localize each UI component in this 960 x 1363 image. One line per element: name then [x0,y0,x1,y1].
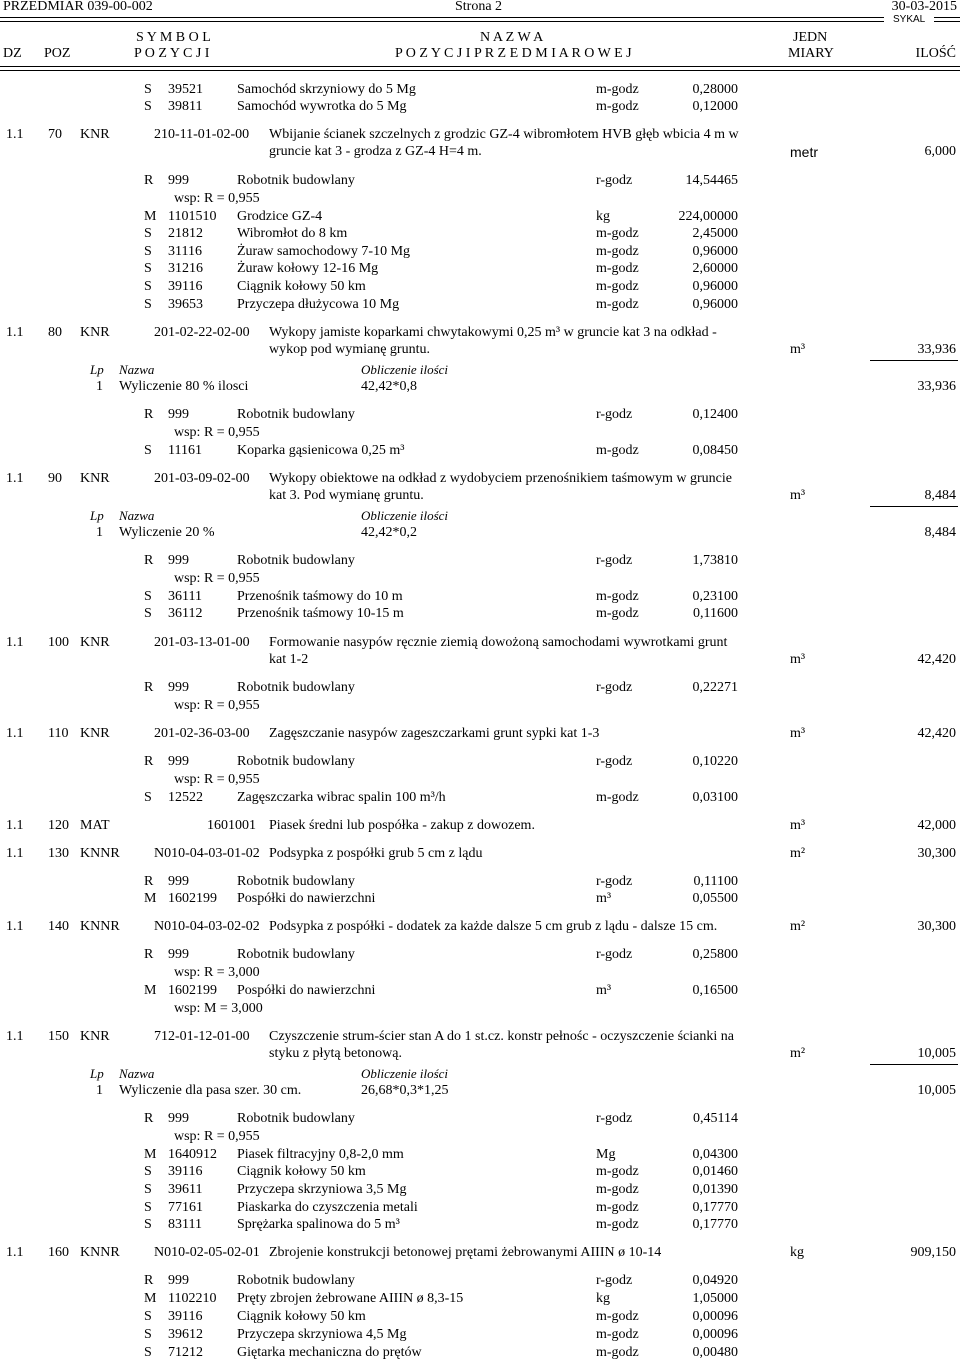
position-base: KNR [80,635,110,650]
resource-code: 1602199 [168,891,217,906]
resource-type: S [144,1327,152,1342]
measure-result: 10,005 [917,1083,956,1098]
resource-code: 39116 [168,279,203,294]
position-quantity-rule [870,360,958,361]
position-unit: m² [790,1046,806,1061]
position-number: 150 [48,1029,69,1044]
resource-code: 1101510 [168,209,217,224]
resource-code: 999 [168,553,189,568]
resource-unit: m-godz [596,244,639,259]
resource-name: Robotnik budowlany [237,1111,355,1126]
resource-name: Zagęszczarka wibrac spalin 100 m³/h [237,790,446,805]
header-rule-right [934,17,960,22]
position-symbol: N010-04-03-02-02 [154,919,260,934]
position-dz: 1.1 [6,919,24,934]
resource-value: 0,04920 [692,1273,738,1288]
resource-name: Koparka gąsienicowa 0,25 m³ [237,443,405,458]
resource-name: Sprężarka spalinowa do 5 m³ [237,1217,400,1232]
resource-name: Przenośnik taśmowy do 10 m [237,589,403,604]
position-unit: m³ [790,342,806,357]
resource-type: M [144,1291,157,1306]
resource-code: 11161 [168,443,202,458]
resource-type: S [144,1164,152,1179]
position-number: 110 [48,726,69,741]
resource-value: 0,45114 [693,1111,738,1126]
measure-header-calc: Obliczenie ilości [361,508,449,523]
position-quantity: 33,936 [917,342,956,357]
resource-type: R [144,1111,154,1126]
col-header-ilosc: ILOŚĆ [915,46,956,61]
resource-code: 1640912 [168,1147,217,1162]
position-description: styku z płytą betonową. [269,1046,402,1061]
resource-unit: r-godz [596,1111,633,1126]
resource-value: 0,01390 [692,1182,738,1197]
resource-name: Samochód wywrotka do 5 Mg [237,99,407,114]
resource-unit: m-godz [596,1217,639,1232]
resource-name: Giętarka mechaniczna do prętów [237,1345,422,1360]
resource-value: 2,45000 [692,226,738,241]
page-number: Strona 2 [455,0,503,14]
sykal-label: SYKAL [893,14,926,25]
position-symbol: 712-01-12-01-00 [154,1029,250,1044]
position-dz: 1.1 [6,635,24,650]
measure-header-nazwa: Nazwa [119,508,155,523]
position-quantity: 10,005 [917,1046,956,1061]
position-dz: 1.1 [6,1245,24,1260]
measure-header-lp: Lp [90,1066,104,1081]
resource-value: 0,08450 [692,443,738,458]
document-date: 30-03-2015 [891,0,957,14]
resource-name: Robotnik budowlany [237,553,355,568]
resource-unit: r-godz [596,874,633,889]
position-quantity: 42,000 [917,818,956,833]
resource-code: 999 [168,874,189,889]
resource-name: Robotnik budowlany [237,947,355,962]
resource-code: 39811 [168,99,203,114]
resource-unit: kg [596,1291,610,1306]
position-unit: m³ [790,652,806,667]
resource-name: Ciągnik kołowy 50 km [237,279,366,294]
resource-name: Pospółki do nawierzchni [237,891,376,906]
resource-type: S [144,1309,152,1324]
resource-value: 224,00000 [678,209,738,224]
resource-unit: r-godz [596,680,633,695]
resource-value: 0,23100 [692,589,738,604]
position-description: kat 3. Pod wymianę gruntu. [269,488,424,503]
resource-type: S [144,790,152,805]
resource-name: Piasek filtracyjny 0,8-2,0 mm [237,1147,404,1162]
col-header-nazwa-1: N A Z W A [480,30,544,45]
position-description: Podsypka z pospółki - dodatek za każde dalsze 5 cm grub z lądu - dalsze 15 cm. [269,919,718,934]
resource-value: 0,04300 [692,1147,738,1162]
resource-value: 1,73810 [692,553,738,568]
position-quantity: 42,420 [917,652,956,667]
resource-type: S [144,589,152,604]
resource-code: 36111 [168,589,202,604]
position-description: Formowanie nasypów ręcznie ziemią dowożoną samochodami wywrotkami grunt [269,635,728,650]
resource-name: Robotnik budowlany [237,173,355,188]
resource-name: Samochód skrzyniowy do 5 Mg [237,82,416,97]
position-quantity: 909,150 [910,1245,956,1260]
resource-coefficient: wsp: R = 0,955 [174,698,260,713]
resource-name: Żuraw samochodowy 7-10 Mg [237,244,411,259]
resource-type: S [144,82,152,97]
resource-code: 36112 [168,606,203,621]
measure-header-calc: Obliczenie ilości [361,1066,449,1081]
resource-code: 999 [168,947,189,962]
resource-code: 39612 [168,1327,203,1342]
position-symbol: 201-03-13-01-00 [154,635,250,650]
resource-name: Pręty zbrojen żebrowane AIIIN ø 8,3-15 [237,1291,464,1306]
resource-value: 0,10220 [692,754,738,769]
resource-unit: m-godz [596,589,639,604]
position-description: Piasek średni lub pospółka - zakup z dowozem. [269,818,535,833]
resource-unit: m-godz [596,99,639,114]
resource-value: 0,28000 [692,82,738,97]
col-header-jedn-1: JEDN [793,30,828,45]
resource-code: 12522 [168,790,203,805]
resource-code: 999 [168,1273,189,1288]
resource-code: 39116 [168,1164,203,1179]
resource-value: 0,00480 [692,1345,738,1360]
position-base: MAT [80,818,110,833]
resource-name: Wibromłot do 8 km [237,226,348,241]
position-description: kat 1-2 [269,652,309,667]
resource-unit: m-godz [596,1345,639,1360]
resource-code: 83111 [168,1217,202,1232]
resource-type: S [144,1217,152,1232]
col-header-symbol-2: P O Z Y C J I [134,46,210,61]
resource-name: Ciągnik kołowy 50 km [237,1164,366,1179]
measure-expression: 26,68*0,3*1,25 [361,1083,449,1098]
position-quantity-rule [870,1064,958,1065]
resource-unit: m-godz [596,261,639,276]
position-description: gruncie kat 3 - grodza z GZ-4 H=4 m. [269,144,482,159]
position-quantity: 30,300 [917,846,956,861]
resource-name: Przyczepa dłużycowa 10 Mg [237,297,400,312]
position-symbol: 1601001 [207,818,256,833]
position-dz: 1.1 [6,127,24,142]
resource-unit: kg [596,209,610,224]
position-symbol: 201-02-22-02-00 [154,325,250,340]
position-description: Podsypka z pospółki grub 5 cm z lądu [269,846,483,861]
position-number: 140 [48,919,69,934]
position-description: Zbrojenie konstrukcji betonowej prętami żebrowanymi AIIIN ø 10-14 [269,1245,662,1260]
position-description: Wbijanie ścianek szczelnych z grodzic GZ-4 wibromłotem HVB głęb wbicia 4 m w [269,127,739,142]
resource-type: R [144,874,154,889]
resource-unit: m-godz [596,279,639,294]
col-header-nazwa-2: P O Z Y C J I P R Z E D M I A R O W E J [395,46,632,61]
measure-lp: 1 [96,525,103,540]
resource-unit: Mg [596,1147,616,1162]
position-dz: 1.1 [6,1029,24,1044]
position-dz: 1.1 [6,726,24,741]
position-symbol: 201-02-36-03-00 [154,726,250,741]
measure-name: Wyliczenie dla pasa szer. 30 cm. [119,1083,302,1098]
position-quantity: 30,300 [917,919,956,934]
resource-coefficient: wsp: R = 3,000 [174,965,260,980]
resource-unit: m³ [596,983,612,998]
position-unit: m² [790,846,806,861]
resource-coefficient: wsp: R = 0,955 [174,425,260,440]
position-description: Wykopy jamiste koparkami chwytakowymi 0,25 m³ w gruncie kat 3 na odkład - [269,325,717,340]
resource-code: 999 [168,1111,189,1126]
resource-unit: m-godz [596,606,639,621]
resource-value: 0,16500 [692,983,738,998]
resource-value: 0,96000 [692,244,738,259]
measure-name: Wyliczenie 80 % ilosci [119,379,249,394]
resource-code: 39653 [168,297,203,312]
position-quantity: 6,000 [924,144,956,159]
position-unit: m³ [790,818,806,833]
resource-code: 31116 [168,244,202,259]
resource-type: S [144,297,152,312]
header-bottom-rule [0,66,960,71]
position-base: KNR [80,1029,110,1044]
resource-unit: m-godz [596,297,639,312]
resource-unit: m-godz [596,82,639,97]
measure-header-nazwa: Nazwa [119,362,155,377]
position-base: KNNR [80,846,120,861]
resource-value: 1,05000 [692,1291,738,1306]
position-unit: m³ [790,726,806,741]
resource-coefficient: wsp: R = 0,955 [174,571,260,586]
measure-header-nazwa: Nazwa [119,1066,155,1081]
resource-code: 1602199 [168,983,217,998]
position-unit: kg [790,1245,804,1260]
resource-coefficient: wsp: M = 3,000 [174,1001,263,1016]
resource-value: 0,17770 [692,1200,738,1215]
position-quantity: 8,484 [924,488,956,503]
position-number: 130 [48,846,69,861]
resource-type: R [144,754,154,769]
resource-unit: m-godz [596,443,639,458]
resource-type: R [144,173,154,188]
measure-result: 8,484 [924,525,956,540]
resource-name: Przyczepa skrzyniowa 4,5 Mg [237,1327,407,1342]
resource-name: Robotnik budowlany [237,754,355,769]
measure-lp: 1 [96,1083,103,1098]
resource-unit: r-godz [596,173,633,188]
resource-value: 0,00096 [692,1327,738,1342]
position-base: KNR [80,726,110,741]
position-quantity-rule [870,506,958,507]
resource-code: 21812 [168,226,203,241]
resource-type: R [144,553,154,568]
resource-code: 39611 [168,1182,203,1197]
resource-type: R [144,680,154,695]
resource-code: 77161 [168,1200,203,1215]
resource-name: Robotnik budowlany [237,1273,355,1288]
resource-type: S [144,226,152,241]
position-dz: 1.1 [6,325,24,340]
resource-value: 0,96000 [692,297,738,312]
resource-type: S [144,279,152,294]
resource-type: R [144,947,154,962]
resource-unit: r-godz [596,754,633,769]
measure-name: Wyliczenie 20 % [119,525,215,540]
resource-value: 0,25800 [692,947,738,962]
resource-name: Pospółki do nawierzchni [237,983,376,998]
resource-type: S [144,1345,152,1360]
resource-type: R [144,407,154,422]
resource-code: 39116 [168,1309,203,1324]
resource-unit: m-godz [596,1327,639,1342]
position-number: 90 [48,471,62,486]
position-unit: m² [790,919,806,934]
resource-type: S [144,1182,152,1197]
resource-type: M [144,1147,157,1162]
measure-result: 33,936 [917,379,956,394]
resource-value: 0,11600 [693,606,738,621]
position-base: KNR [80,127,110,142]
position-unit: metr [790,144,818,160]
resource-type: S [144,244,152,259]
resource-value: 0,12400 [692,407,738,422]
resource-type: S [144,443,152,458]
position-number: 100 [48,635,69,650]
position-description: Czyszczenie strum-ścier stan A do 1 st.cz. konstr pełnośc - oczyszczenie ścianki na [269,1029,734,1044]
resource-type: S [144,606,152,621]
position-description: Zagęszczanie nasypów zageszczarkami grunt sypki kat 1-3 [269,726,600,741]
measure-header-lp: Lp [90,508,104,523]
resource-unit: m-godz [596,1200,639,1215]
position-symbol: N010-02-05-02-01 [154,1245,260,1260]
resource-name: Robotnik budowlany [237,874,355,889]
position-base: KNNR [80,1245,120,1260]
resource-name: Robotnik budowlany [237,407,355,422]
resource-unit: r-godz [596,947,633,962]
header-rule-left [0,17,884,22]
resource-code: 1102210 [168,1291,217,1306]
position-base: KNNR [80,919,120,934]
resource-coefficient: wsp: R = 0,955 [174,1129,260,1144]
measure-expression: 42,42*0,8 [361,379,417,394]
position-number: 120 [48,818,69,833]
position-symbol: N010-04-03-01-02 [154,846,260,861]
resource-code: 31216 [168,261,203,276]
resource-unit: m-godz [596,1182,639,1197]
position-number: 80 [48,325,62,340]
resource-coefficient: wsp: R = 0,955 [174,772,260,787]
resource-name: Robotnik budowlany [237,680,355,695]
resource-code: 999 [168,173,189,188]
resource-coefficient: wsp: R = 0,955 [174,191,260,206]
col-header-jedn-2: MIARY [788,46,834,61]
resource-name: Żuraw kołowy 12-16 Mg [237,261,379,276]
position-quantity: 42,420 [917,726,956,741]
measure-lp: 1 [96,379,103,394]
position-dz: 1.1 [6,818,24,833]
resource-value: 0,00096 [692,1309,738,1324]
resource-unit: r-godz [596,407,633,422]
resource-value: 0,11100 [693,874,738,889]
resource-unit: m-godz [596,1164,639,1179]
resource-type: M [144,983,157,998]
resource-unit: r-godz [596,553,633,568]
resource-unit: m³ [596,891,612,906]
position-dz: 1.1 [6,846,24,861]
resource-type: S [144,99,152,114]
resource-type: S [144,1200,152,1215]
document-title: PRZEDMIAR 039-00-002 [3,0,153,14]
resource-type: R [144,1273,154,1288]
resource-value: 0,17770 [692,1217,738,1232]
resource-name: Grodzice GZ-4 [237,209,323,224]
resource-type: M [144,891,157,906]
position-symbol: 210-11-01-02-00 [154,127,250,142]
resource-code: 71212 [168,1345,203,1360]
position-description: wykop pod wymianę gruntu. [269,342,430,357]
position-dz: 1.1 [6,471,24,486]
col-header-dz: DZ [3,46,22,61]
position-symbol: 201-03-09-02-00 [154,471,250,486]
position-number: 70 [48,127,62,142]
resource-name: Piaskarka do czyszczenia metali [237,1200,418,1215]
position-base: KNR [80,325,110,340]
resource-name: Ciągnik kołowy 50 km [237,1309,366,1324]
resource-code: 39521 [168,82,203,97]
resource-unit: m-godz [596,226,639,241]
measure-header-calc: Obliczenie ilości [361,362,449,377]
resource-value: 0,01460 [692,1164,738,1179]
position-number: 160 [48,1245,69,1260]
resource-value: 0,22271 [692,680,738,695]
col-header-symbol-1: S Y M B O L [136,30,211,45]
resource-unit: r-godz [596,1273,633,1288]
resource-code: 999 [168,680,189,695]
resource-value: 0,96000 [692,279,738,294]
resource-value: 0,05500 [692,891,738,906]
position-base: KNR [80,471,110,486]
resource-value: 0,03100 [692,790,738,805]
resource-unit: m-godz [596,1309,639,1324]
measure-header-lp: Lp [90,362,104,377]
resource-name: Przyczepa skrzyniowa 3,5 Mg [237,1182,407,1197]
resource-value: 0,12000 [692,99,738,114]
resource-type: S [144,261,152,276]
position-description: Wykopy obiektowe na odkład z wydobyciem przenośnikiem taśmowym w gruncie [269,471,732,486]
col-header-poz: POZ [44,46,71,61]
measure-expression: 42,42*0,2 [361,525,417,540]
resource-code: 999 [168,407,189,422]
position-unit: m³ [790,488,806,503]
resource-value: 2,60000 [692,261,738,276]
resource-unit: m-godz [596,790,639,805]
resource-type: M [144,209,157,224]
resource-value: 14,54465 [685,173,738,188]
resource-name: Przenośnik taśmowy 10-15 m [237,606,404,621]
resource-code: 999 [168,754,189,769]
